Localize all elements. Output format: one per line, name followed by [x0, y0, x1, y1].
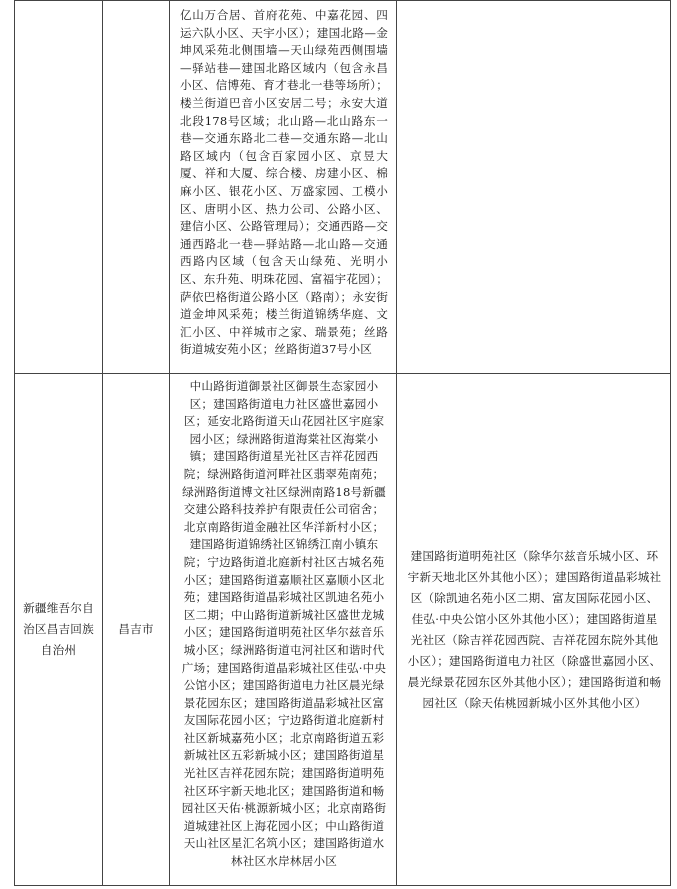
- scope-cell: [170, 1, 397, 374]
- city-cell: [103, 374, 170, 886]
- scope-text: 中山路街道御景社区御景生态家园小区；建国路街道电力社区盛世嘉园小区；延安北路街道天山花园社区宇庭家园小区；绿洲路街道海棠社区海棠小镇；建国路街道星光社区吉祥花园西院；绿洲路街道河畔社区翡翠苑南苑；绿洲路街道博文社区绿洲南路18号新疆交建公路科技养护有限责任公司宿舍；北京南路街道金融社区华洋新村小区；建国路街道锦绣社区锦绣江南小镇东院；宁边路街道北庭新村社区古城名苑小区；建国路街道嘉顺社区嘉顺小区北苑；建国路街道晶彩城社区凯迪名苑小区二期；中山路街道新城社区盛世龙城小区；建国路街道明苑社区华尔兹音乐城小区；绿洲路街道屯河社区和谐时代广场；建国路街道晶彩城社区佳弘·中央公馆小区；建国路街道电力社区晨光绿景花园东区；建国路街道晶彩城社区富友国际花园小区；宁边路街道北庭新村社区新城嘉苑小区；北京南路街道五彩新城社区五彩新城小区；建国路街道星光社区吉祥花园东院；建国路街道明苑社区环宇新天地北区；建国路街道和畅园社区天佑·桃源新城小区；北京南路街道城建社区上海花园小区；中山路街道天山社区星汇名筑小区；建国路街道水林社区水岸林居小区: [181, 379, 387, 869]
- region-cell: [15, 1, 103, 374]
- exclusion-cell: [397, 1, 671, 374]
- table-row: [15, 374, 671, 886]
- scope-cell: [170, 374, 397, 886]
- scope-text: 亿山万合居、首府花苑、中嘉花园、四运六队小区、天宇小区）；建国北路—金坤风采苑北侧围墙—天山绿苑西侧围墙—驿站巷—建国北路区域内（包含永昌小区、信博苑、育才巷北一巷等场所）；楼兰街道巴音小区安居二号；永安大道北段178号区域；北山路—北山路东一巷—交通东路北二巷—交通东路—北山路区域内（包含百家园小区、京昱大厦、祥和大厦、综合楼、房建小区、棉麻小区、银花小区、万盛家园、工模小区、唐明小区、热力公司、公路小区、建信小区、公路管理局）；交通西路—交通西路北一巷—驿站路—北山路—交通西路内区域（包含天山绿苑、光明小区、东升苑、明珠花园、富福宇花园）；萨依巴格街道公路小区（路南）；永安街道金坤风采苑；楼兰街道锦绣华庭、文汇小区、中祥城市之家、瑞景苑；丝路街道城安苑小区；丝路街道37号小区: [180, 8, 388, 357]
- risk-area-table: [14, 0, 671, 886]
- region-cell: [15, 374, 103, 886]
- exclusion-cell: [397, 374, 671, 886]
- exclusion-text: 建国路街道明苑社区（除华尔兹音乐城小区、环宇新天地北区外其他小区）；建国路街道晶彩城社区（除凯迪名苑小区二期、富友国际花园小区、佳弘·中央公馆小区外其他小区）；建国路街道星光社区（除吉祥花园西院、吉祥花园东院外其他小区）；建国路街道电力社区（除盛世嘉园小区、晨光绿景花园东区外其他小区）；建国路街道和畅园社区（除天佑桃园新城小区外其他小区）: [407, 548, 662, 710]
- city-text: 昌吉市: [118, 622, 154, 636]
- region-text: 新疆维吾尔自治区昌吉回族自治州: [23, 601, 94, 657]
- table-row: [15, 1, 671, 374]
- city-cell: [103, 1, 170, 374]
